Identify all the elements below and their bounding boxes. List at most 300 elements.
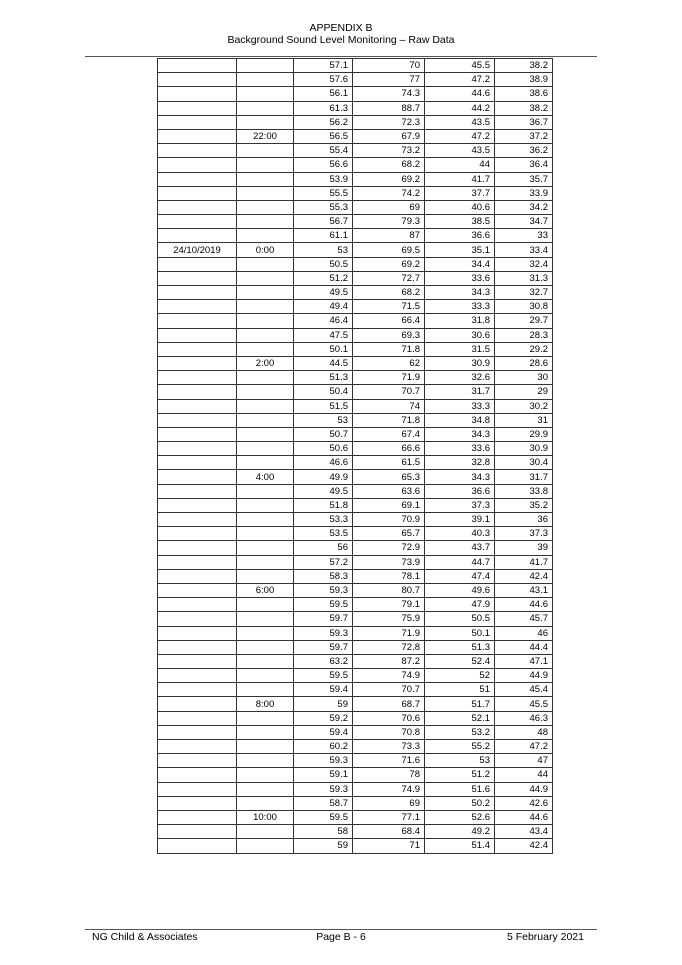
value-cell: 53.9 <box>294 172 353 186</box>
value-cell: 73.9 <box>353 555 425 569</box>
time-cell <box>237 669 294 683</box>
table-row <box>158 172 553 186</box>
date-cell <box>158 87 237 101</box>
value-cell: 59.5 <box>294 669 353 683</box>
value-cell: 50.1 <box>425 626 495 640</box>
value-cell: 49.2 <box>425 825 495 839</box>
value-cell: 33 <box>495 229 553 243</box>
value-cell: 49.6 <box>425 583 495 597</box>
value-cell: 59.3 <box>294 782 353 796</box>
time-cell <box>237 598 294 612</box>
table-row <box>158 484 553 498</box>
value-cell: 32.8 <box>425 456 495 470</box>
date-cell <box>158 413 237 427</box>
date-cell <box>158 73 237 87</box>
footer-date: 5 February 2021 <box>506 931 584 943</box>
value-cell: 38.5 <box>425 215 495 229</box>
value-cell: 69.1 <box>353 498 425 512</box>
value-cell: 50.4 <box>294 385 353 399</box>
time-cell <box>237 498 294 512</box>
date-cell <box>158 541 237 555</box>
value-cell: 57.1 <box>294 59 353 73</box>
table-row <box>158 158 553 172</box>
value-cell: 72.9 <box>353 541 425 555</box>
value-cell: 74.9 <box>353 782 425 796</box>
value-cell: 30.4 <box>495 456 553 470</box>
table-row <box>158 555 553 569</box>
value-cell: 88.7 <box>353 101 425 115</box>
time-cell: 10:00 <box>237 810 294 824</box>
value-cell: 59.5 <box>294 598 353 612</box>
table-row <box>158 186 553 200</box>
table-row <box>158 115 553 129</box>
time-cell <box>237 527 294 541</box>
value-cell: 36.6 <box>425 229 495 243</box>
table-row <box>158 626 553 640</box>
table-row <box>158 413 553 427</box>
value-cell: 61.1 <box>294 229 353 243</box>
date-cell <box>158 442 237 456</box>
value-cell: 46.3 <box>495 711 553 725</box>
table-row <box>158 300 553 314</box>
raw-data-table-body <box>158 59 553 854</box>
value-cell: 45.5 <box>425 59 495 73</box>
value-cell: 70.6 <box>353 711 425 725</box>
value-cell: 80.7 <box>353 583 425 597</box>
time-cell <box>237 612 294 626</box>
value-cell: 59.4 <box>294 683 353 697</box>
value-cell: 72.3 <box>353 115 425 129</box>
value-cell: 52 <box>425 669 495 683</box>
value-cell: 70.7 <box>353 385 425 399</box>
value-cell: 52.1 <box>425 711 495 725</box>
table-row <box>158 427 553 441</box>
time-cell <box>237 87 294 101</box>
value-cell: 36.4 <box>495 158 553 172</box>
value-cell: 38.2 <box>495 101 553 115</box>
value-cell: 33.9 <box>495 186 553 200</box>
table-row <box>158 598 553 612</box>
date-cell <box>158 725 237 739</box>
value-cell: 30.9 <box>425 356 495 370</box>
date-cell <box>158 612 237 626</box>
value-cell: 37.3 <box>425 498 495 512</box>
table-row <box>158 839 553 853</box>
footer-company: NG Child & Associates <box>92 931 198 943</box>
table-row <box>158 612 553 626</box>
table-row <box>158 569 553 583</box>
table-row <box>158 669 553 683</box>
value-cell: 71.9 <box>353 371 425 385</box>
date-cell <box>158 683 237 697</box>
date-cell <box>158 598 237 612</box>
value-cell: 59.7 <box>294 612 353 626</box>
value-cell: 51.4 <box>425 839 495 853</box>
value-cell: 43.1 <box>495 583 553 597</box>
value-cell: 47.2 <box>425 129 495 143</box>
table-row <box>158 782 553 796</box>
time-cell <box>237 186 294 200</box>
date-cell <box>158 129 237 143</box>
value-cell: 51.8 <box>294 498 353 512</box>
table-row <box>158 129 553 143</box>
date-cell <box>158 385 237 399</box>
date-cell <box>158 839 237 853</box>
value-cell: 50.6 <box>294 442 353 456</box>
value-cell: 37.7 <box>425 186 495 200</box>
date-cell <box>158 796 237 810</box>
value-cell: 46.6 <box>294 456 353 470</box>
value-cell: 36.2 <box>495 144 553 158</box>
value-cell: 48 <box>495 725 553 739</box>
value-cell: 37.3 <box>495 527 553 541</box>
time-cell <box>237 796 294 810</box>
time-cell: 0:00 <box>237 243 294 257</box>
date-cell <box>158 527 237 541</box>
value-cell: 38.2 <box>495 59 553 73</box>
value-cell: 68.7 <box>353 697 425 711</box>
value-cell: 30.2 <box>495 399 553 413</box>
table-row <box>158 583 553 597</box>
date-cell <box>158 186 237 200</box>
date-cell <box>158 115 237 129</box>
value-cell: 71.8 <box>353 413 425 427</box>
value-cell: 53.5 <box>294 527 353 541</box>
time-cell <box>237 725 294 739</box>
value-cell: 47.2 <box>495 740 553 754</box>
table-row <box>158 654 553 668</box>
date-cell <box>158 101 237 115</box>
date-cell <box>158 740 237 754</box>
time-cell <box>237 300 294 314</box>
table-row <box>158 470 553 484</box>
time-cell <box>237 215 294 229</box>
value-cell: 32.7 <box>495 286 553 300</box>
value-cell: 71.5 <box>353 300 425 314</box>
value-cell: 56.5 <box>294 129 353 143</box>
table-row <box>158 271 553 285</box>
value-cell: 34.4 <box>425 257 495 271</box>
value-cell: 56.6 <box>294 158 353 172</box>
value-cell: 44.2 <box>425 101 495 115</box>
value-cell: 69 <box>353 200 425 214</box>
value-cell: 46.4 <box>294 314 353 328</box>
value-cell: 63.2 <box>294 654 353 668</box>
value-cell: 74.3 <box>353 87 425 101</box>
value-cell: 58.7 <box>294 796 353 810</box>
time-cell <box>237 740 294 754</box>
value-cell: 66.6 <box>353 442 425 456</box>
time-cell <box>237 101 294 115</box>
table-row <box>158 711 553 725</box>
value-cell: 32.6 <box>425 371 495 385</box>
time-cell <box>237 314 294 328</box>
value-cell: 42.4 <box>495 839 553 853</box>
value-cell: 55.2 <box>425 740 495 754</box>
date-cell <box>158 484 237 498</box>
table-row <box>158 740 553 754</box>
table-row <box>158 371 553 385</box>
value-cell: 51.7 <box>425 697 495 711</box>
value-cell: 44.9 <box>495 782 553 796</box>
value-cell: 42.6 <box>495 796 553 810</box>
value-cell: 36.7 <box>495 115 553 129</box>
table-row <box>158 314 553 328</box>
value-cell: 87.2 <box>353 654 425 668</box>
value-cell: 57.6 <box>294 73 353 87</box>
value-cell: 69.5 <box>353 243 425 257</box>
date-cell <box>158 215 237 229</box>
value-cell: 56.7 <box>294 215 353 229</box>
value-cell: 51.3 <box>425 640 495 654</box>
time-cell <box>237 158 294 172</box>
value-cell: 34.7 <box>495 215 553 229</box>
value-cell: 31.7 <box>425 385 495 399</box>
date-cell <box>158 555 237 569</box>
value-cell: 59 <box>294 839 353 853</box>
value-cell: 68.2 <box>353 286 425 300</box>
date-cell <box>158 640 237 654</box>
raw-data-table <box>157 58 553 854</box>
value-cell: 75.9 <box>353 612 425 626</box>
value-cell: 53 <box>294 243 353 257</box>
value-cell: 51.3 <box>294 371 353 385</box>
value-cell: 30.8 <box>495 300 553 314</box>
value-cell: 44.6 <box>495 810 553 824</box>
value-cell: 29.9 <box>495 427 553 441</box>
value-cell: 44.4 <box>495 640 553 654</box>
value-cell: 72.7 <box>353 271 425 285</box>
value-cell: 52.6 <box>425 810 495 824</box>
value-cell: 38.6 <box>495 87 553 101</box>
date-cell <box>158 229 237 243</box>
value-cell: 50.2 <box>425 796 495 810</box>
value-cell: 67.4 <box>353 427 425 441</box>
value-cell: 51.2 <box>294 271 353 285</box>
value-cell: 69.3 <box>353 328 425 342</box>
date-cell <box>158 371 237 385</box>
date-cell <box>158 697 237 711</box>
document-subtitle: Background Sound Level Monitoring – Raw Data <box>227 34 455 46</box>
value-cell: 51 <box>425 683 495 697</box>
value-cell: 36.6 <box>425 484 495 498</box>
header-divider <box>85 56 597 57</box>
value-cell: 44 <box>425 158 495 172</box>
value-cell: 77 <box>353 73 425 87</box>
value-cell: 52.4 <box>425 654 495 668</box>
time-cell <box>237 683 294 697</box>
date-cell <box>158 626 237 640</box>
value-cell: 72.8 <box>353 640 425 654</box>
value-cell: 78.1 <box>353 569 425 583</box>
value-cell: 31 <box>495 413 553 427</box>
value-cell: 61.3 <box>294 101 353 115</box>
value-cell: 50.5 <box>294 257 353 271</box>
value-cell: 57.2 <box>294 555 353 569</box>
value-cell: 49.9 <box>294 470 353 484</box>
value-cell: 46 <box>495 626 553 640</box>
date-cell <box>158 314 237 328</box>
time-cell: 2:00 <box>237 356 294 370</box>
date-cell <box>158 768 237 782</box>
table-row <box>158 541 553 555</box>
table-row <box>158 215 553 229</box>
time-cell <box>237 768 294 782</box>
time-cell <box>237 73 294 87</box>
value-cell: 45.7 <box>495 612 553 626</box>
value-cell: 33.8 <box>495 484 553 498</box>
value-cell: 79.1 <box>353 598 425 612</box>
time-cell <box>237 144 294 158</box>
table-row <box>158 73 553 87</box>
date-cell <box>158 286 237 300</box>
time-cell <box>237 328 294 342</box>
value-cell: 65.7 <box>353 527 425 541</box>
value-cell: 30.6 <box>425 328 495 342</box>
table-row <box>158 683 553 697</box>
table-row <box>158 144 553 158</box>
table-row <box>158 286 553 300</box>
value-cell: 69.2 <box>353 257 425 271</box>
date-cell <box>158 144 237 158</box>
value-cell: 32.4 <box>495 257 553 271</box>
value-cell: 51.6 <box>425 782 495 796</box>
table-row <box>158 498 553 512</box>
value-cell: 41.7 <box>425 172 495 186</box>
value-cell: 43.5 <box>425 115 495 129</box>
time-cell <box>237 115 294 129</box>
date-cell <box>158 754 237 768</box>
time-cell <box>237 286 294 300</box>
table-row <box>158 768 553 782</box>
value-cell: 59.3 <box>294 626 353 640</box>
table-row <box>158 456 553 470</box>
date-cell: 24/10/2019 <box>158 243 237 257</box>
time-cell <box>237 399 294 413</box>
value-cell: 68.4 <box>353 825 425 839</box>
value-cell: 40.3 <box>425 527 495 541</box>
time-cell <box>237 654 294 668</box>
value-cell: 33.4 <box>495 243 553 257</box>
value-cell: 77.1 <box>353 810 425 824</box>
table-row <box>158 385 553 399</box>
value-cell: 79.3 <box>353 215 425 229</box>
value-cell: 47.4 <box>425 569 495 583</box>
value-cell: 74.2 <box>353 186 425 200</box>
table-row <box>158 527 553 541</box>
value-cell: 69.2 <box>353 172 425 186</box>
value-cell: 78 <box>353 768 425 782</box>
value-cell: 60.2 <box>294 740 353 754</box>
date-cell <box>158 513 237 527</box>
value-cell: 44.9 <box>495 669 553 683</box>
value-cell: 74 <box>353 399 425 413</box>
date-cell <box>158 399 237 413</box>
appendix-title: APPENDIX B <box>309 22 373 34</box>
table-row <box>158 356 553 370</box>
value-cell: 87 <box>353 229 425 243</box>
value-cell: 47 <box>495 754 553 768</box>
date-cell <box>158 59 237 73</box>
value-cell: 28.3 <box>495 328 553 342</box>
date-cell <box>158 456 237 470</box>
table-row <box>158 87 553 101</box>
time-cell <box>237 626 294 640</box>
value-cell: 56.1 <box>294 87 353 101</box>
time-cell <box>237 754 294 768</box>
value-cell: 59.7 <box>294 640 353 654</box>
value-cell: 29 <box>495 385 553 399</box>
value-cell: 50.7 <box>294 427 353 441</box>
value-cell: 45.4 <box>495 683 553 697</box>
time-cell: 22:00 <box>237 129 294 143</box>
date-cell <box>158 810 237 824</box>
time-cell: 8:00 <box>237 697 294 711</box>
value-cell: 66.4 <box>353 314 425 328</box>
value-cell: 59.2 <box>294 711 353 725</box>
value-cell: 47.2 <box>425 73 495 87</box>
time-cell <box>237 371 294 385</box>
value-cell: 33.3 <box>425 300 495 314</box>
time-cell <box>237 513 294 527</box>
value-cell: 47.5 <box>294 328 353 342</box>
value-cell: 31.3 <box>495 271 553 285</box>
value-cell: 41.7 <box>495 555 553 569</box>
value-cell: 55.4 <box>294 144 353 158</box>
table-row <box>158 200 553 214</box>
table-row <box>158 399 553 413</box>
time-cell <box>237 640 294 654</box>
value-cell: 50.1 <box>294 342 353 356</box>
table-row <box>158 342 553 356</box>
time-cell <box>237 342 294 356</box>
value-cell: 42.4 <box>495 569 553 583</box>
value-cell: 56.2 <box>294 115 353 129</box>
value-cell: 30.9 <box>495 442 553 456</box>
date-cell <box>158 158 237 172</box>
value-cell: 35.7 <box>495 172 553 186</box>
date-cell <box>158 200 237 214</box>
date-cell <box>158 825 237 839</box>
table-row <box>158 513 553 527</box>
value-cell: 74.9 <box>353 669 425 683</box>
date-cell <box>158 356 237 370</box>
time-cell <box>237 385 294 399</box>
time-cell <box>237 456 294 470</box>
value-cell: 44 <box>495 768 553 782</box>
value-cell: 43.5 <box>425 144 495 158</box>
value-cell: 35.2 <box>495 498 553 512</box>
date-cell <box>158 654 237 668</box>
value-cell: 59.3 <box>294 583 353 597</box>
value-cell: 69 <box>353 796 425 810</box>
value-cell: 33.6 <box>425 271 495 285</box>
value-cell: 71 <box>353 839 425 853</box>
value-cell: 40.6 <box>425 200 495 214</box>
date-cell <box>158 498 237 512</box>
value-cell: 47.9 <box>425 598 495 612</box>
value-cell: 43.7 <box>425 541 495 555</box>
time-cell: 6:00 <box>237 583 294 597</box>
value-cell: 37.2 <box>495 129 553 143</box>
value-cell: 49.5 <box>294 484 353 498</box>
table-row <box>158 243 553 257</box>
value-cell: 38.9 <box>495 73 553 87</box>
table-row <box>158 825 553 839</box>
value-cell: 59.1 <box>294 768 353 782</box>
value-cell: 70 <box>353 59 425 73</box>
time-cell <box>237 59 294 73</box>
